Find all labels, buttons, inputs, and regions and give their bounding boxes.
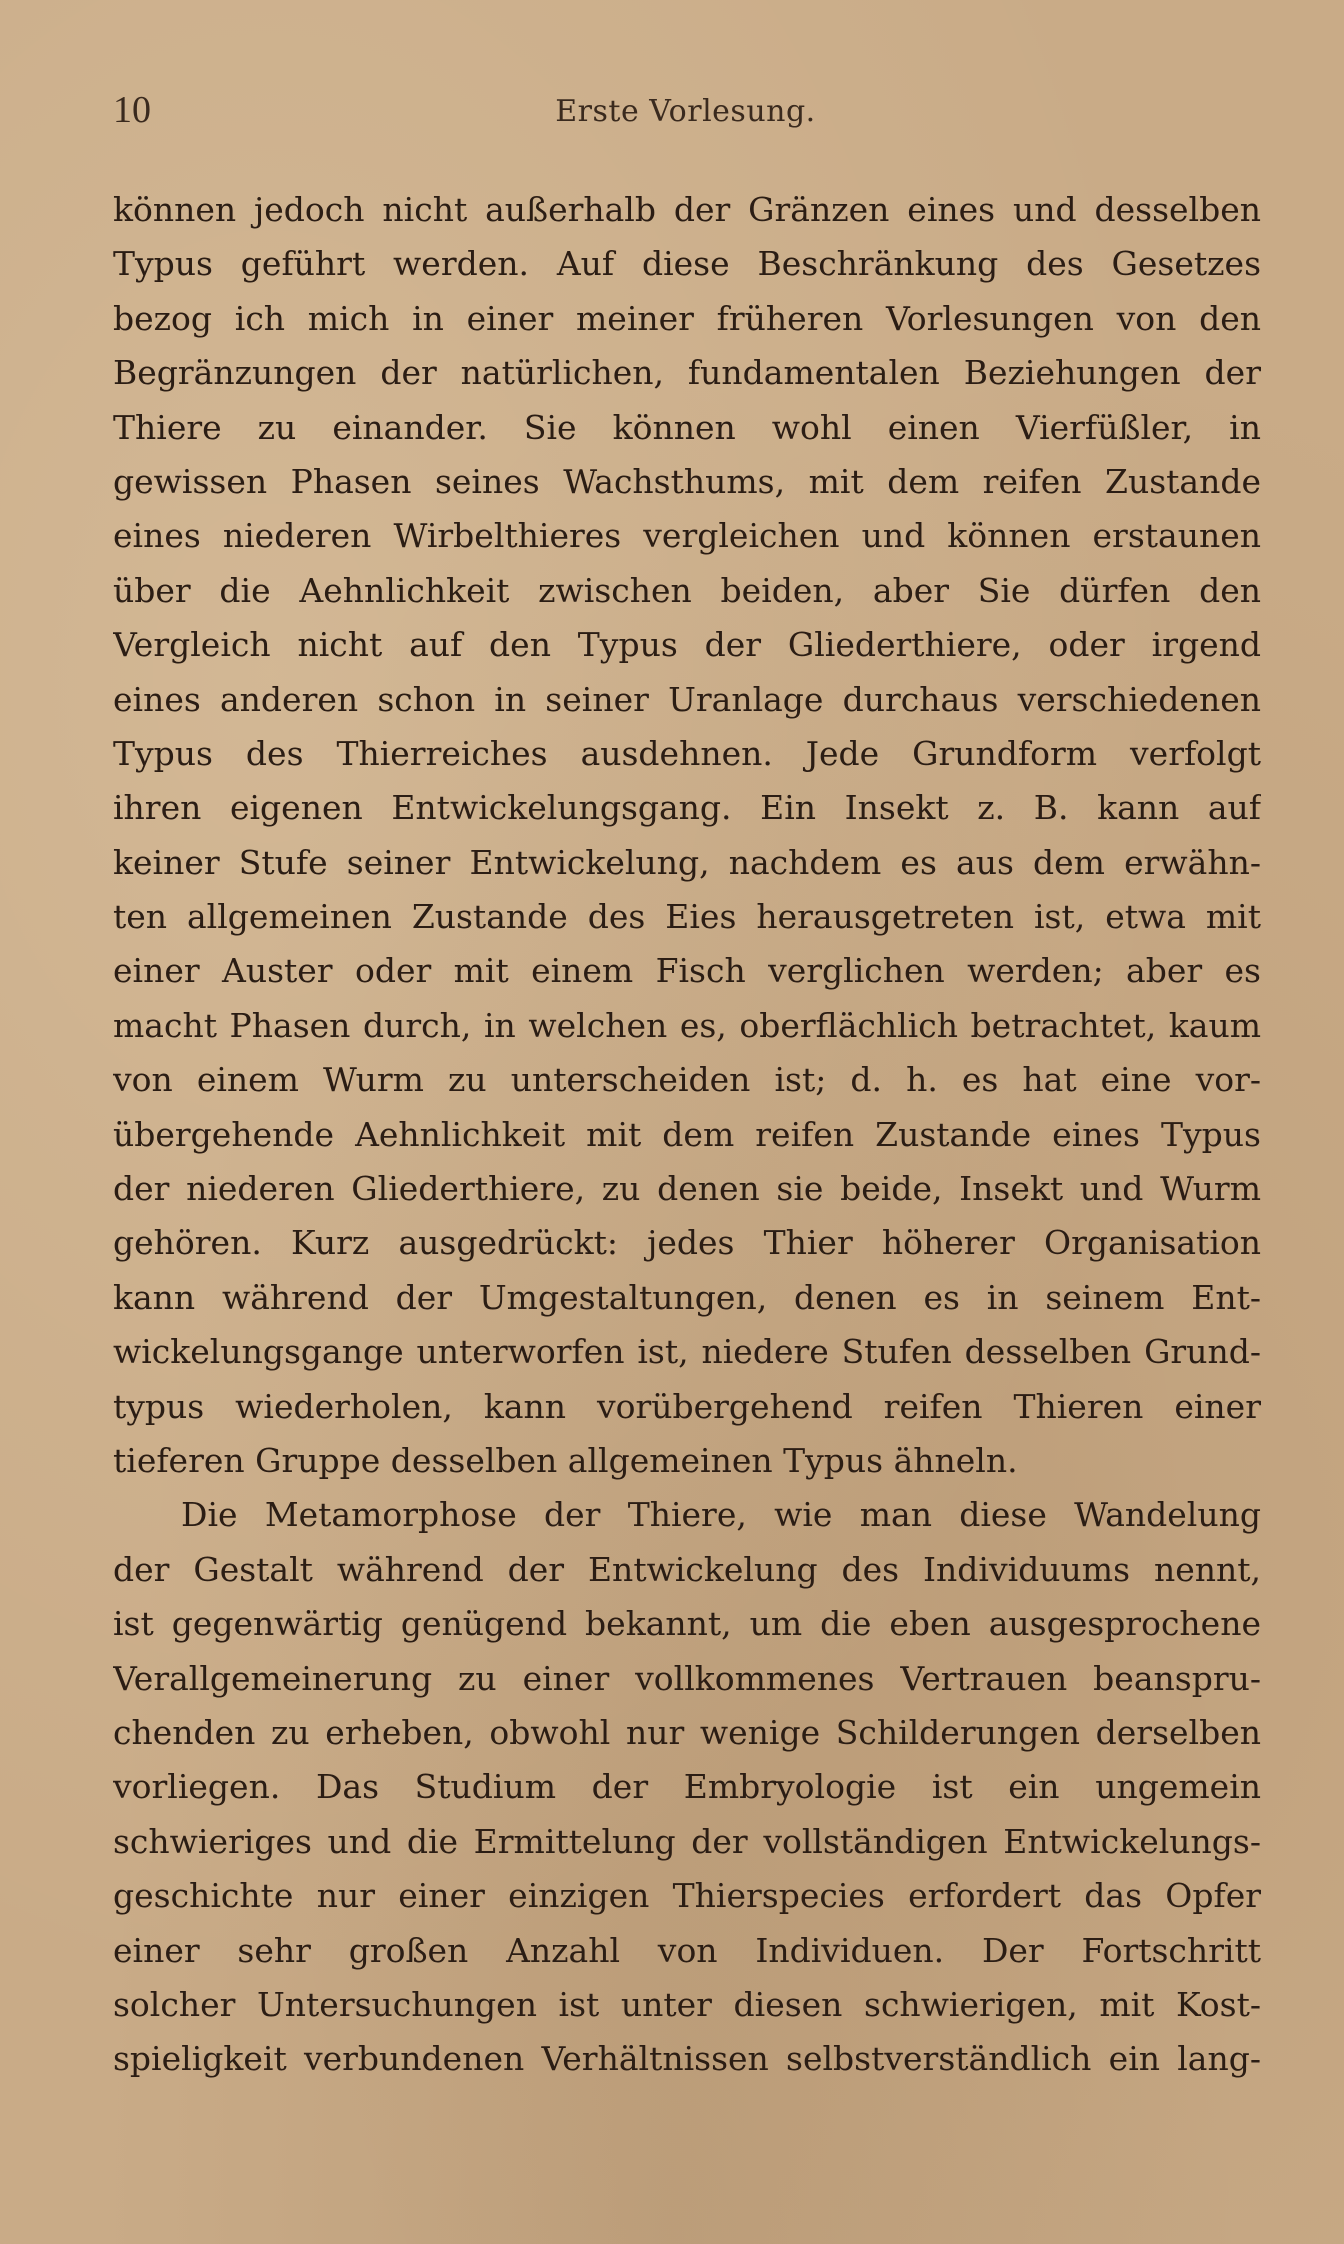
text-line: einer sehr großen Anzahl von Individuen. Der Fortschritt <box>113 1930 1261 1970</box>
text-line: eines niederen Wirbelthieres vergleichen und können erstaunen <box>113 516 1261 556</box>
text-line: vorliegen. Das Studium der Embryologie ist ein ungemein <box>113 1767 1261 1807</box>
text-line: Die Metamorphose der Thiere, wie man diese Wandelung <box>181 1495 1261 1535</box>
text-line: von einem Wurm zu unterscheiden ist; d. h. es hat eine vor- <box>113 1060 1261 1100</box>
text-line: ihren eigenen Entwickelungsgang. Ein Insekt z. B. kann auf <box>113 788 1261 828</box>
text-line: ist gegenwärtig genügend bekannt, um die eben ausgesprochene <box>113 1604 1261 1644</box>
text-line: schwieriges und die Ermittelung der vollständigen Entwickelungs- <box>113 1821 1261 1861</box>
text-line: tieferen Gruppe desselben allgemeinen Typus ähneln. <box>113 1440 1018 1480</box>
text-line: ten allgemeinen Zustande des Eies herausgetreten ist, etwa mit <box>113 897 1261 937</box>
text-line: macht Phasen durch, in welchen es, oberflächlich betrachtet, kaum <box>113 1005 1261 1045</box>
text-line: solcher Untersuchungen ist unter diesen schwierigen, mit Kost- <box>113 1984 1261 2024</box>
text-line: können jedoch nicht außerhalb der Gränzen eines und desselben <box>113 190 1261 229</box>
text-line: über die Aehnlichkeit zwischen beiden, aber Sie dürfen den <box>113 570 1261 610</box>
paragraph-2 <box>113 1488 1261 2086</box>
text-line: wickelungsgange unterworfen ist, niedere Stufen desselben Grund- <box>113 1332 1261 1372</box>
text-line: der niederen Gliederthiere, zu denen sie beide, Insekt und Wurm <box>113 1169 1261 1209</box>
body-text <box>113 183 1261 2087</box>
page-header <box>113 88 1258 138</box>
text-line: gewissen Phasen seines Wachsthums, mit dem reifen Zustande <box>113 461 1261 501</box>
text-line: Typus geführt werden. Auf diese Beschränkung des Gesetzes <box>113 244 1261 284</box>
text-line: Begränzungen der natürlichen, fundamentalen Beziehungen der <box>113 353 1261 393</box>
text-line: bezog ich mich in einer meiner früheren Vorlesungen von den <box>113 298 1261 338</box>
text-line: typus wiederholen, kann vorübergehend reifen Thieren einer <box>113 1386 1261 1426</box>
text-line: Thiere zu einander. Sie können wohl einen Vierfüßler, in <box>113 407 1261 447</box>
paragraph-1 <box>113 183 1261 1488</box>
text-line: einer Auster oder mit einem Fisch verglichen werden; aber es <box>113 951 1261 991</box>
text-line: eines anderen schon in seiner Uranlage durchaus verschiedenen <box>113 679 1261 719</box>
text-line: der Gestalt während der Entwickelung des Individuums nennt, <box>113 1549 1261 1589</box>
text-line: übergehende Aehnlichkeit mit dem reifen Zustande eines Typus <box>113 1114 1261 1154</box>
text-line: geschichte nur einer einzigen Thierspecies erfordert das Opfer <box>113 1876 1261 1916</box>
text-line: Verallgemeinerung zu einer vollkommenes Vertrauen beanspru- <box>113 1658 1261 1698</box>
running-head: Erste Vorlesung. <box>555 94 816 129</box>
text-line: chenden zu erheben, obwohl nur wenige Schilderungen derselben <box>113 1712 1261 1752</box>
text-line: spieligkeit verbundenen Verhältnissen selbstverständlich ein lang- <box>113 2039 1261 2079</box>
text-line: Typus des Thierreiches ausdehnen. Jede Grundform verfolgt <box>113 733 1261 773</box>
text-line: keiner Stufe seiner Entwickelung, nachdem es aus dem erwähn- <box>113 842 1261 882</box>
text-line: kann während der Umgestaltungen, denen es in seinem Ent- <box>113 1277 1261 1317</box>
text-line: Vergleich nicht auf den Typus der Gliederthiere, oder irgend <box>113 625 1261 665</box>
text-line: gehören. Kurz ausgedrückt: jedes Thier höherer Organisation <box>113 1223 1261 1263</box>
page-number: 10 <box>113 89 151 131</box>
